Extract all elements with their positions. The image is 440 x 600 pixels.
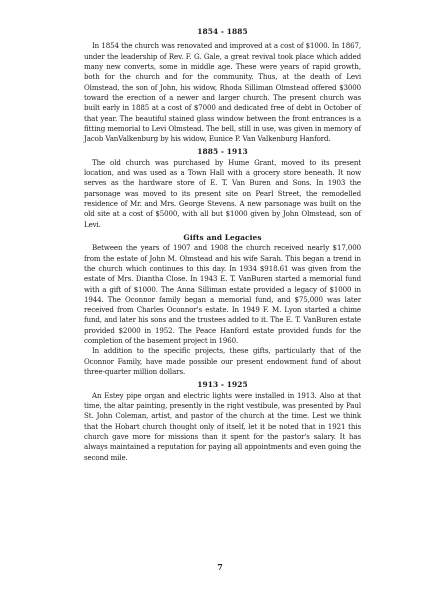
paragraph: Between the years of 1907 and 1908 the church received nearly $17,000 from the estate of John M. Olmstead and his wife Sarah. This began a trend in the church which continues to this day. In 1934 $918.61 was given from the estate of Mrs. Diantha Close. In 1943 E. T. VanBuren started a memorial fund with a gift of $1000. The Anna Silliman estate provided a legacy of $1000 in 1944. The Oconnor family began a memorial fund, and $75,000 was later received from Charles Oconnor's estate. In 1949 F. M. Lyon started a chime fund, and later his sons and the trustees added to it. The E. T. VanBuren estate provided $2000 in 1952. The Peace Hanford estate provided funds for the completion of the basement project in 1960. <box>84 243 361 346</box>
paragraph: An Estey pipe organ and electric lights were installed in 1913. Also at that time, the altar painting, presently in the right vestibule, was presented by Paul St. John Coleman, artist, and pastor of the church at the time. Lest we think that the Hobart church thought only of itself, let it be noted that in 1921 this church gave more for missions than it spent for the pastor's salary. It has always maintained a reputation for paying all appointments and even going the second mile. <box>84 390 361 462</box>
paragraph: The old church was purchased by Hume Grant, moved to its present location, and was used as a Town Hall with a grocery store beneath. It now serves as the hardware store of E. T. Van Buren and Sons. In 1903 the parsonage was moved to its present site on Pearl Street, the remodelled residence of Mr. and Mrs. George Stevens. A new parsonage was built on the old site at a cost of $5000, with all but $1000 given by John Olmstead, son of Levi. <box>84 157 361 229</box>
page-number: 7 <box>217 562 223 572</box>
section-heading: 1913 - 1925 <box>197 380 248 390</box>
section-heading: 1885 - 1913 <box>197 147 248 157</box>
section-heading: Gifts and Legacies <box>183 232 262 242</box>
section-heading: 1854 - 1885 <box>197 27 248 36</box>
paragraph: In 1854 the church was renovated and improved at a cost of $1000. In 1867, under the leadership of Rev. F. G. Gale, a great revival took place which added many new converts, some in middle age. These were years of rapid growth, both for the church and for the community. Thus, at the death of Levi Olmstead, the son of John, his widow, Rhoda Silliman Olmstead offered $3000 toward the erection of a newer and larger church. The present church was built early in 1885 at a cost of $7000 and dedicated free of debt in October of that year. The beautiful stained glass window between the front entrances is a fitting memorial to Levi Olmstead. The bell, still in use, was given in memory of Jacob VanValkenburg by his widow, Eunice P. Van Valkenburg Hanford. <box>84 41 361 144</box>
section-gifts-and-legacies <box>84 233 361 377</box>
paragraph: In addition to the specific projects, these gifts, particularly that of the Oconnor Family, have made possible our present endowment fund of about three-quarter million dollars. <box>84 346 361 377</box>
section-1913-1925 <box>84 380 361 463</box>
page-body <box>84 27 361 463</box>
section-1854-1885 <box>84 27 361 144</box>
section-1885-1913 <box>84 147 361 230</box>
